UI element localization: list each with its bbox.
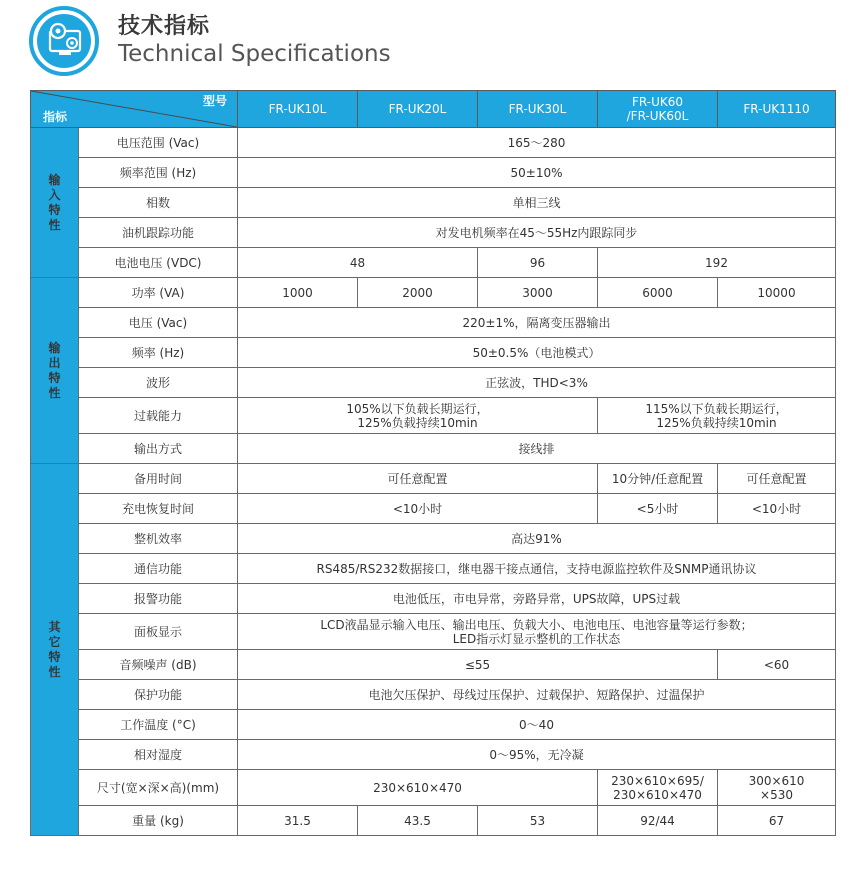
table-row: [31, 188, 836, 218]
cell-value: 单相三线: [238, 188, 836, 218]
cell-value: 230×610×470: [238, 770, 598, 806]
table-corner-cell: [31, 91, 238, 128]
table-row: [31, 806, 836, 836]
cell-text: 105%以下负载长期运行， 125%负载持续10min: [346, 401, 489, 430]
row-label: 备用时间: [79, 464, 238, 494]
row-label: 尺寸(宽×深×高)(mm): [79, 770, 238, 806]
model-header: [598, 91, 718, 128]
table-row: [31, 218, 836, 248]
row-label: 频率 (Hz): [79, 338, 238, 368]
row-label: 油机跟踪功能: [79, 218, 238, 248]
group-label: 其它特性: [48, 619, 61, 679]
group-input: [31, 128, 79, 278]
cell-text: LCD液晶显示输入电压、输出电压、负载大小、电池电压、电池容量等运行参数； LED指示灯显示整机的工作状态: [320, 617, 753, 646]
cell-value: <5小时: [598, 494, 718, 524]
row-label: 工作温度 (°C): [79, 710, 238, 740]
row-label: 通信功能: [79, 554, 238, 584]
row-label: 整机效率: [79, 524, 238, 554]
table-row: [31, 464, 836, 494]
row-label: 音频噪声 (dB): [79, 650, 238, 680]
cell-value: <60: [718, 650, 836, 680]
page-header: [28, 5, 848, 81]
cell-value: 220±1%，隔离变压器输出: [238, 308, 836, 338]
table-row: [31, 770, 836, 806]
row-label: 电压 (Vac): [79, 308, 238, 338]
cell-value: ≤55: [238, 650, 718, 680]
table-row: [31, 494, 836, 524]
page-subtitle: Technical Specifications: [118, 41, 391, 67]
table-row: [31, 248, 836, 278]
row-label: 相数: [79, 188, 238, 218]
cell-value: 1000: [238, 278, 358, 308]
cell-value: 2000: [358, 278, 478, 308]
cell-value: 10000: [718, 278, 836, 308]
cell-value: 电池低压，市电异常，旁路异常，UPS故障，UPS过载: [238, 584, 836, 614]
cell-value: 50±10%: [238, 158, 836, 188]
cell-value: 10分钟/任意配置: [598, 464, 718, 494]
cell-value: 0～95%，无冷凝: [238, 740, 836, 770]
cell-value: [238, 614, 836, 650]
group-label: 输出特性: [48, 340, 61, 400]
cell-value: 高达91%: [238, 524, 836, 554]
cell-value: 6000: [598, 278, 718, 308]
table-row: [31, 278, 836, 308]
row-label: 过载能力: [79, 398, 238, 434]
row-label: 电压范围 (Vac): [79, 128, 238, 158]
group-other: [31, 464, 79, 836]
cell-value: 31.5: [238, 806, 358, 836]
gear-monitor-icon: [28, 5, 100, 77]
table-row: [31, 338, 836, 368]
model-header: FR-UK10L: [238, 91, 358, 128]
cell-value: 50±0.5%（电池模式）: [238, 338, 836, 368]
row-label: 输出方式: [79, 434, 238, 464]
row-label: 功率 (VA): [79, 278, 238, 308]
table-row: [31, 710, 836, 740]
row-label: 面板显示: [79, 614, 238, 650]
corner-model-label: 型号: [202, 94, 227, 108]
table-header-row: [31, 91, 836, 128]
group-output: [31, 278, 79, 464]
table-row: [31, 680, 836, 710]
cell-value: 3000: [478, 278, 598, 308]
model-header: FR-UK1110: [718, 91, 836, 128]
model-header-text: FR-UK60 /FR-UK60L: [626, 95, 689, 123]
table-row: [31, 308, 836, 338]
table-row: [31, 554, 836, 584]
spec-table: [30, 90, 836, 836]
cell-value: <10小时: [238, 494, 598, 524]
row-label: 充电恢复时间: [79, 494, 238, 524]
table-row: [31, 740, 836, 770]
cell-value: 165～280: [238, 128, 836, 158]
cell-value: 接线排: [238, 434, 836, 464]
row-label: 相对湿度: [79, 740, 238, 770]
cell-value: RS485/RS232数据接口，继电器干接点通信，支持电源监控软件及SNMP通讯协议: [238, 554, 836, 584]
cell-value: 67: [718, 806, 836, 836]
cell-value: 电池欠压保护、母线过压保护、过载保护、短路保护、过温保护: [238, 680, 836, 710]
cell-value: <10小时: [718, 494, 836, 524]
row-label: 报警功能: [79, 584, 238, 614]
table-row: [31, 368, 836, 398]
cell-value: [718, 770, 836, 806]
cell-value: 48: [238, 248, 478, 278]
cell-value: 43.5: [358, 806, 478, 836]
model-header: FR-UK30L: [478, 91, 598, 128]
cell-value: 0～40: [238, 710, 836, 740]
table-row: [31, 524, 836, 554]
table-row: [31, 614, 836, 650]
model-header: FR-UK20L: [358, 91, 478, 128]
group-label: 输入特性: [48, 172, 61, 232]
cell-value: 96: [478, 248, 598, 278]
row-label: 电池电压 (VDC): [79, 248, 238, 278]
cell-value: 53: [478, 806, 598, 836]
cell-text: 300×610 ×530: [748, 773, 805, 802]
page-title: 技术指标: [118, 14, 211, 39]
table-row: [31, 650, 836, 680]
cell-value: [598, 398, 836, 434]
table-row: [31, 434, 836, 464]
cell-value: 对发电机频率在45～55Hz内跟踪同步: [238, 218, 836, 248]
cell-text: 230×610×695/ 230×610×470: [611, 773, 704, 802]
cell-value: 正弦波，THD<3%: [238, 368, 836, 398]
table-row: [31, 584, 836, 614]
cell-value: 可任意配置: [238, 464, 598, 494]
cell-value: [598, 770, 718, 806]
row-label: 保护功能: [79, 680, 238, 710]
row-label: 波形: [79, 368, 238, 398]
cell-value: [238, 398, 598, 434]
cell-value: 92/44: [598, 806, 718, 836]
cell-value: 可任意配置: [718, 464, 836, 494]
row-label: 重量 (kg): [79, 806, 238, 836]
table-row: [31, 128, 836, 158]
cell-value: 192: [598, 248, 836, 278]
table-row: [31, 398, 836, 434]
table-row: [31, 158, 836, 188]
cell-text: 115%以下负载长期运行， 125%负载持续10min: [645, 401, 788, 430]
row-label: 频率范围 (Hz): [79, 158, 238, 188]
corner-spec-label: 指标: [43, 110, 68, 124]
